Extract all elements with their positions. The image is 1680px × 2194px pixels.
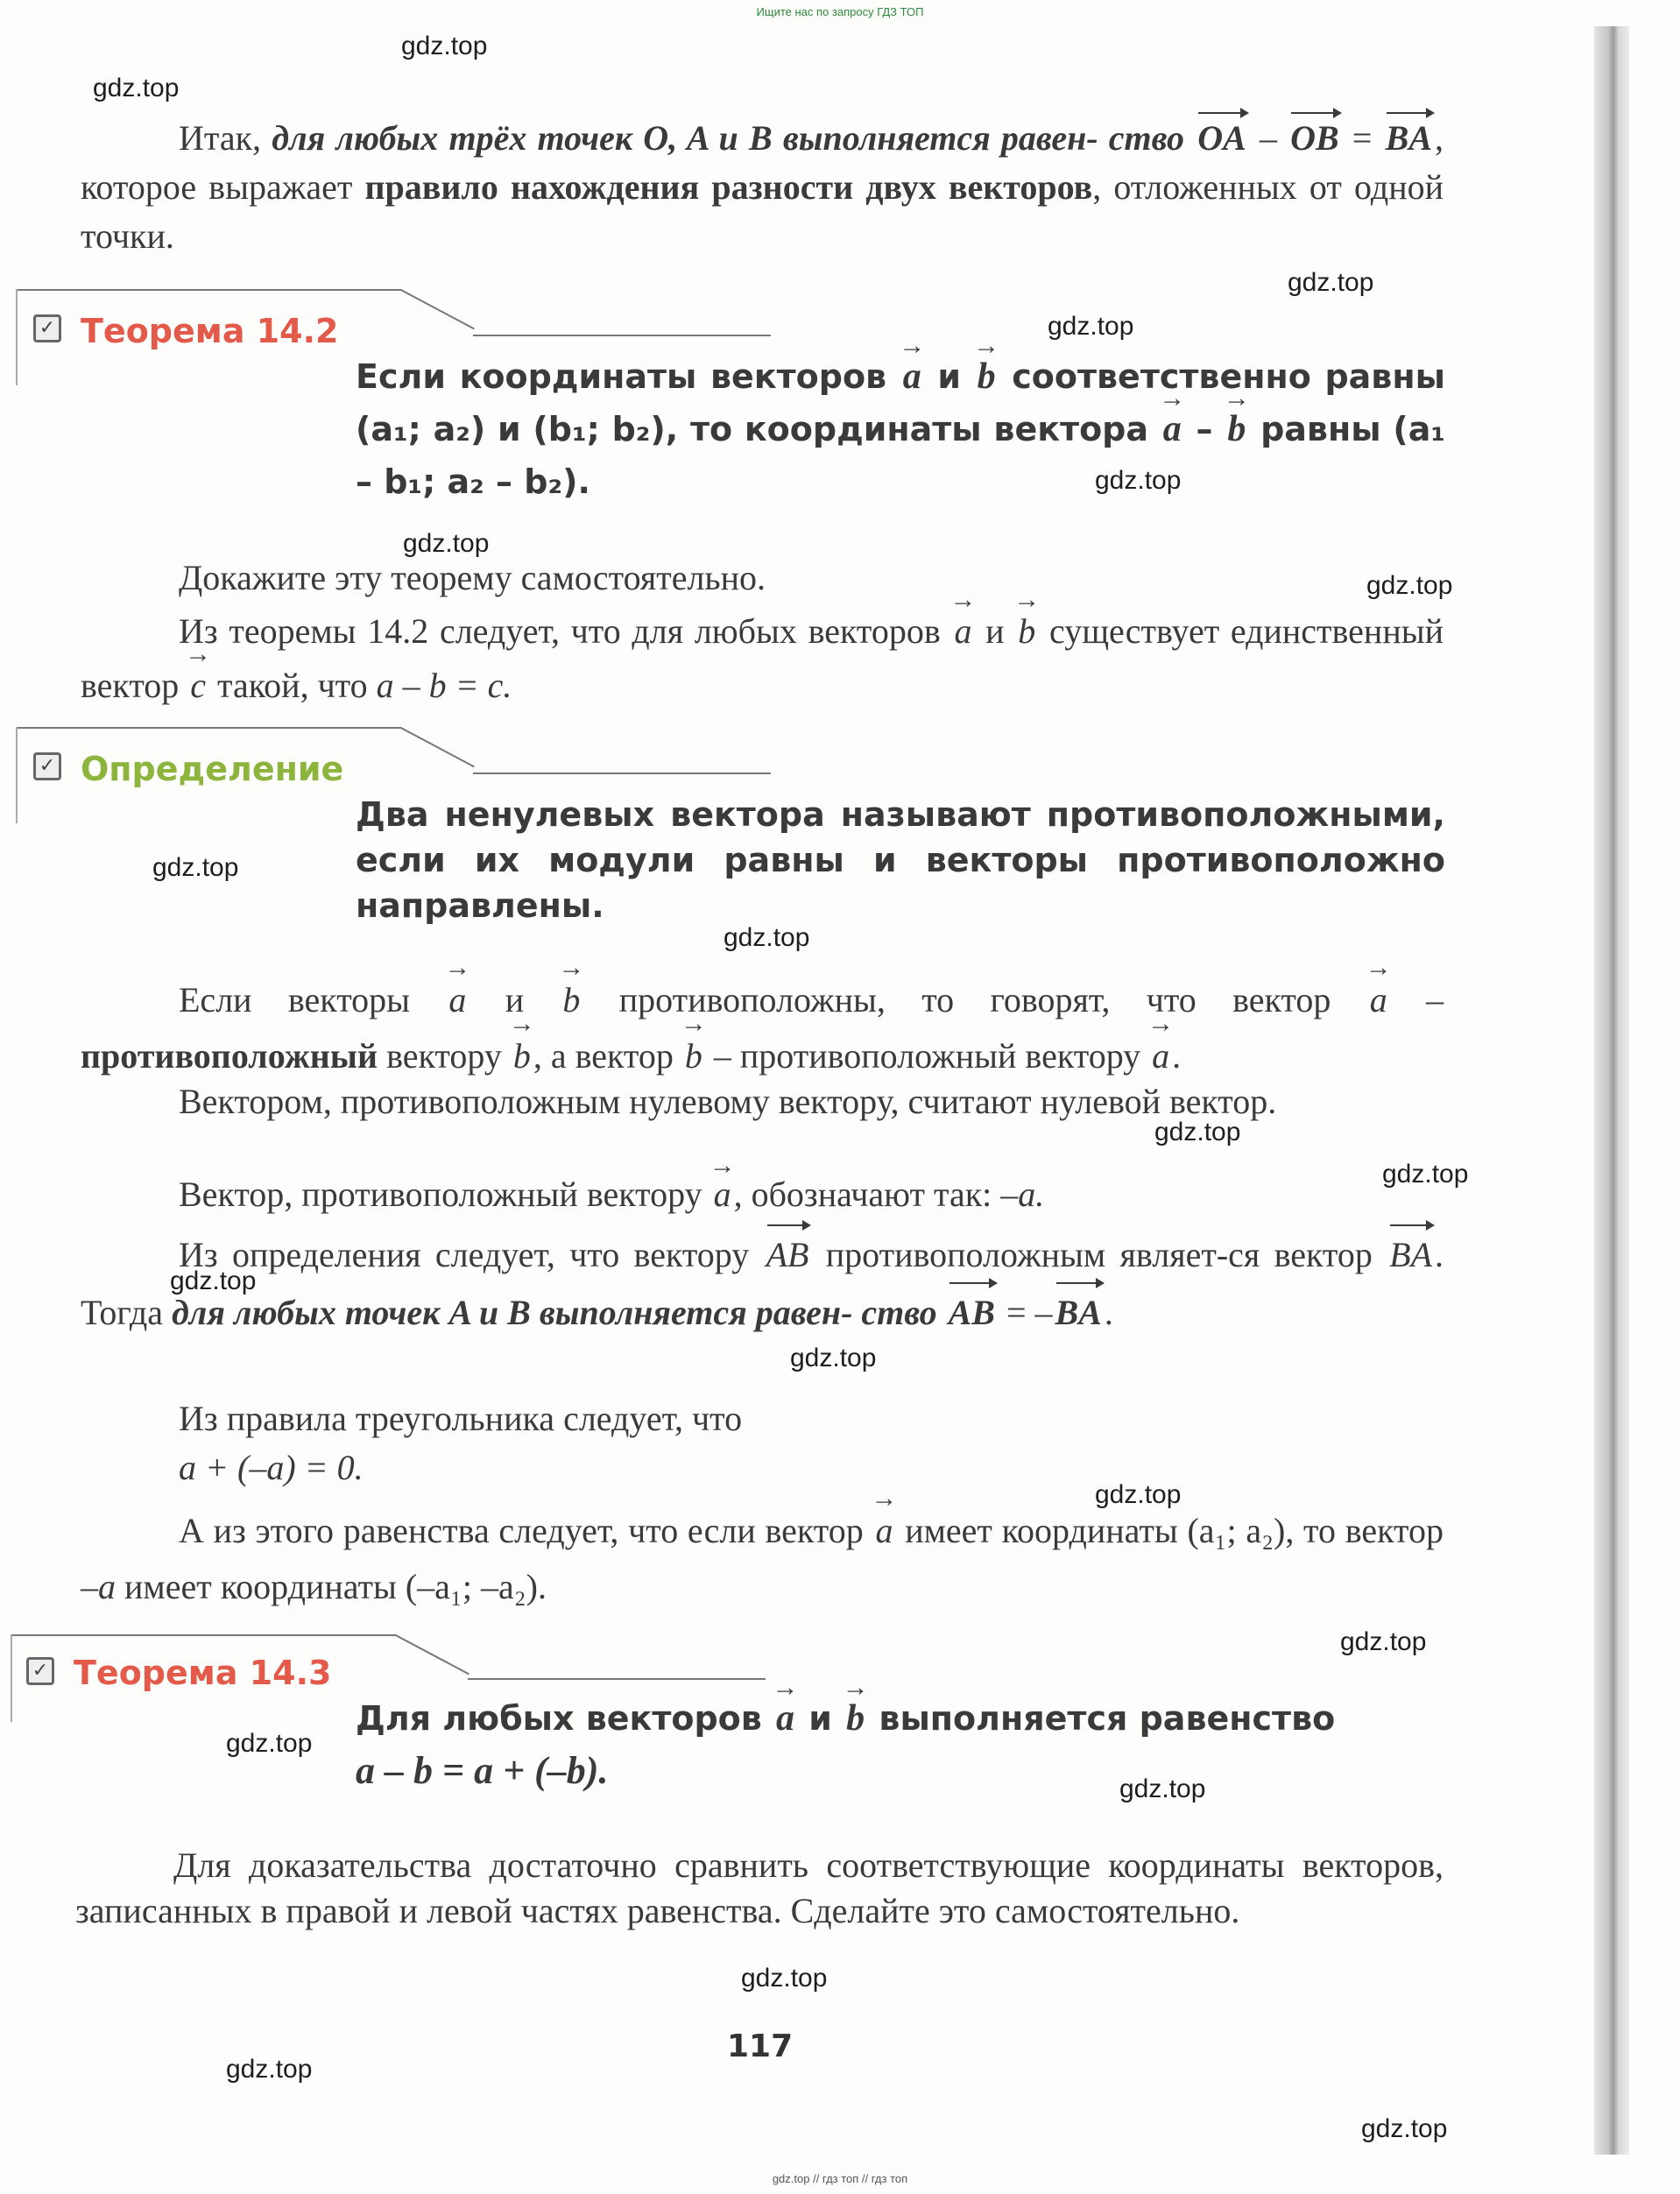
watermark: gdz.top <box>724 923 810 952</box>
theorem-14-2-text: Если координаты векторов → a и → b соответственно равны (a₁; a₂) и (b₁; b₂), то координаты вектора → a – → b равны (a₁ – b₁; a₂ – b₂). <box>356 350 1445 508</box>
theorem-14-3-label: Теорема 14.3 <box>74 1654 332 1692</box>
definition-label: Определение <box>81 750 344 788</box>
paragraph-9: А из этого равенства следует, что если вектор → a имеет координаты (a₁; a₂), то вектор –a имеет координаты (–a₁; –a₂). <box>81 1503 1444 1615</box>
paragraph-10: Для доказательства достаточно сравнить соответствующие координаты векторов, записанных в правой и левой частях равенства. Сделайте это самостоятельно. <box>75 1845 1444 1930</box>
vector-a: → a <box>900 350 924 403</box>
book-edge <box>1594 26 1629 2155</box>
check-icon: ✓ <box>26 1657 54 1685</box>
theorem-14-2-rule-slope <box>400 289 475 329</box>
watermark: gdz.top <box>403 529 490 558</box>
top-note: Ищите нас по запросу ГДЗ ТОП <box>756 5 924 18</box>
watermark: gdz.top <box>170 1266 257 1295</box>
watermark: gdz.top <box>790 1344 877 1372</box>
vector-b: → b <box>975 350 999 403</box>
watermark: gdz.top <box>1095 466 1182 495</box>
watermark: gdz.top <box>1340 1627 1427 1656</box>
vector-ab: AB <box>764 1226 812 1284</box>
watermark: gdz.top <box>1361 2114 1448 2143</box>
bottom-note: gdz.top // гдз топ // гдз топ <box>772 2172 908 2185</box>
theorem-14-3-text: Для любых векторов → a и → b выполняется равенство a – b = a + (–b). <box>356 1692 1445 1798</box>
vector-ba: BA <box>1387 1226 1435 1284</box>
watermark: gdz.top <box>1154 1118 1241 1146</box>
theorem-14-2-rule <box>16 289 401 291</box>
paragraph-4: Если векторы → a и → b противоположны, то говорят, что вектор → a – противоположный вектору → b, а вектор → b – противоположный вектору → a. <box>81 972 1444 1084</box>
check-icon: ✓ <box>33 752 61 780</box>
watermark: gdz.top <box>1366 571 1453 600</box>
check-icon: ✓ <box>33 314 61 342</box>
paragraph-7: Из определения следует, что вектору AB противоположным являет-ся вектор BA. Тогда для любых точек A и B выполняется равен- ство AB = –BA. <box>81 1226 1444 1342</box>
theorem-14-2-label: Теорема 14.2 <box>81 312 339 350</box>
watermark: gdz.top <box>741 1964 828 1993</box>
watermark: gdz.top <box>226 1729 313 1758</box>
paragraph-2: Докажите эту теорему самостоятельно. <box>179 558 766 597</box>
vector-c: → c <box>187 659 208 713</box>
vector-ob: OB <box>1288 114 1342 163</box>
page-number: 117 <box>727 2028 794 2064</box>
definition-text: Два ненулевых вектора называют противоположными, если их модули равны и векторы противоположно направлены. <box>356 795 1445 925</box>
vector-oa: OA <box>1195 114 1249 163</box>
paragraph-1: Итак, для любых трёх точек O, A и B выполняется равен- ство OA – OB = BA, которое выражает правило нахождения разности двух векторов, отложенных от одной точки. <box>81 114 1444 261</box>
watermark: gdz.top <box>93 74 180 102</box>
watermark: gdz.top <box>401 32 488 60</box>
watermark: gdz.top <box>226 2055 313 2084</box>
watermark: gdz.top <box>1048 312 1134 341</box>
emphasis: для любых трёх точек O, A и B выполняется равен- <box>272 118 1098 158</box>
watermark: gdz.top <box>1382 1160 1469 1189</box>
paragraph-8: Из правила треугольника следует, что a + (–a) = 0. <box>179 1399 743 1487</box>
paragraph-5: Вектором, противоположным нулевому вектору, считают нулевой вектор. <box>179 1082 1277 1121</box>
watermark: gdz.top <box>1119 1774 1206 1803</box>
vector-ba: BA <box>1383 114 1435 163</box>
paragraph-6: Вектор, противоположный вектору → a, обозначают так: –a. <box>81 1170 1444 1219</box>
paragraph-3: Из теоремы 14.2 следует, что для любых векторов → a и → b существует единственный вектор → c такой, что a – b = c. <box>81 604 1444 713</box>
watermark: gdz.top <box>1095 1480 1182 1509</box>
watermark: gdz.top <box>1288 268 1374 297</box>
watermark: gdz.top <box>152 853 239 882</box>
